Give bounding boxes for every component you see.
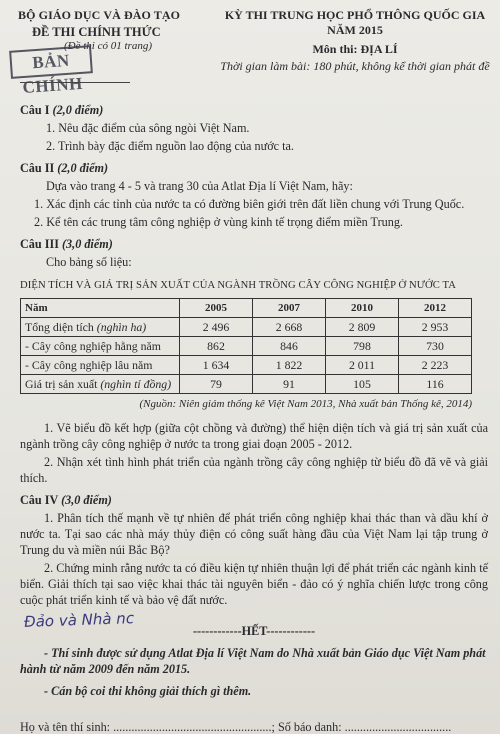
note-atlas: - Thí sinh được sử dụng Atlat Địa lí Việt Nam do Nhà xuất bản Giáo dục Việt Nam phát hành từ năm 2009 đến năm 2015. (20, 646, 486, 676)
table-header-cell: 2005 (180, 299, 253, 318)
handwritten-note: Đảo và Nhà nc (23, 609, 135, 631)
table-header-cell: 2012 (399, 299, 472, 318)
question-2-item-1: 1. Xác định các tỉnh của nước ta có đường biên giới trên đất liền chung với Trung Quốc. (34, 197, 465, 211)
table-header-cell: Năm (21, 299, 180, 318)
page-count: (Đề thi có 01 trang) (64, 40, 152, 52)
table-cell: 91 (253, 375, 326, 394)
question-2-intro: Dựa vào trang 4 - 5 và trang 30 của Atlat Địa lí Việt Nam, hãy: (46, 179, 353, 193)
data-table (20, 298, 472, 394)
stamp: BẢN CHÍNH (9, 45, 93, 79)
table-title: DIỆN TÍCH VÀ GIÁ TRỊ SẢN XUẤT CỦA NGÀNH TRỒNG CÂY CÔNG NGHIỆP Ở NƯỚC TA (20, 280, 456, 291)
question-4-heading: Câu IV (3,0 điểm) (20, 493, 112, 507)
table-cell: 862 (180, 337, 253, 356)
question-3-item-1: 1. Vẽ biểu đồ kết hợp (giữa cột chồng và đường) thể hiện diện tích và giá trị sản xuất của ngành trồng cây công nghiệp ở nước ta trong giai đoạn 2005 - 2012. (20, 421, 488, 451)
exam-title: KỲ THI TRUNG HỌC PHỔ THÔNG QUỐC GIA NĂM 2015 (224, 8, 486, 37)
table-cell: 2 011 (326, 356, 399, 375)
table-row (21, 375, 472, 394)
question-2-item-2: 2. Kể tên các trung tâm công nghiệp ở vùng kinh tế trọng điểm miền Trung. (34, 215, 403, 229)
table-row-label: - Cây công nghiệp hằng năm (21, 337, 180, 356)
exam-time: Thời gian làm bài: 180 phút, không kể thời gian phát đề (220, 59, 490, 73)
table-cell: 2 953 (399, 318, 472, 337)
table-header-cell: 2007 (253, 299, 326, 318)
exam-content (20, 96, 488, 734)
table-header-cell: 2010 (326, 299, 399, 318)
table-row-label: Giá trị sản xuất (nghìn tỉ đồng) (21, 375, 180, 394)
question-3-item-2: 2. Nhận xét tình hình phát triển của ngành trồng cây công nghiệp từ biểu đồ đã vẽ và giải thích. (20, 455, 488, 485)
table-cell: 2 496 (180, 318, 253, 337)
table-cell: 846 (253, 337, 326, 356)
question-3-heading: Câu III (3,0 điểm) (20, 237, 113, 251)
table-cell: 1 822 (253, 356, 326, 375)
question-2-heading: Câu II (2,0 điểm) (20, 161, 109, 175)
question-4-item-2: 2. Chứng minh rằng nước ta có điều kiện tự nhiên thuận lợi để phát triển các ngành kinh tế biển. Giải thích tại sao việc khai thác tài nguyên biển - đảo có ý nghĩa chiến lược trong công cuộc phát triển kinh tế và bảo vệ đất nước. (20, 561, 488, 607)
table-source: (Nguồn: Niên giám thống kê Việt Nam 2013, Nhà xuất bản Thống kê, 2014) (139, 398, 472, 410)
table-row-label: Tổng diện tích (nghìn ha) (21, 318, 180, 337)
divider (20, 82, 130, 83)
question-1-heading: Câu I (2,0 điểm) (20, 103, 104, 117)
table-row (21, 318, 472, 337)
candidate-info-line: Họ và tên thí sinh: ....................................................; Số báo danh: ................................... (20, 720, 452, 734)
question-1-item-1: 1. Nêu đặc điểm của sông ngòi Việt Nam. (46, 121, 250, 135)
question-4-item-1: 1. Phân tích thế mạnh về tự nhiên để phát triển công nghiệp khai thác than và dầu khí ở nước ta. Tại sao các nhà máy thủy điện có công suất hàng đầu của Việt Nam lại tập trung ở Trung du và miền núi Bắc Bộ? (20, 511, 488, 557)
ministry-name: BỘ GIÁO DỤC VÀ ĐÀO TẠO (18, 8, 181, 22)
table-row (21, 337, 472, 356)
table-cell: 1 634 (180, 356, 253, 375)
table-row (21, 356, 472, 375)
table-cell: 116 (399, 375, 472, 394)
table-cell: 2 668 (253, 318, 326, 337)
header-left (18, 8, 218, 52)
question-3-intro: Cho bảng số liệu: (46, 255, 132, 269)
table-cell: 79 (180, 375, 253, 394)
note-proctor: - Cán bộ coi thi không giải thích gì thêm. (44, 684, 252, 698)
table-row-label: - Cây công nghiệp lâu năm (21, 356, 180, 375)
table-cell: 798 (326, 337, 399, 356)
table-cell: 2 809 (326, 318, 399, 337)
official-label: ĐỀ THI CHÍNH THỨC (32, 25, 161, 39)
exam-subject: Môn thi: ĐỊA LÍ (312, 42, 398, 56)
header-right (210, 8, 500, 74)
table-cell: 730 (399, 337, 472, 356)
table-header-row (21, 299, 472, 318)
end-marker: ------------HẾT------------ (192, 624, 316, 638)
table-cell: 105 (326, 375, 399, 394)
question-1-item-2: 2. Trình bày đặc điểm nguồn lao động của nước ta. (46, 139, 294, 153)
table-cell: 2 223 (399, 356, 472, 375)
